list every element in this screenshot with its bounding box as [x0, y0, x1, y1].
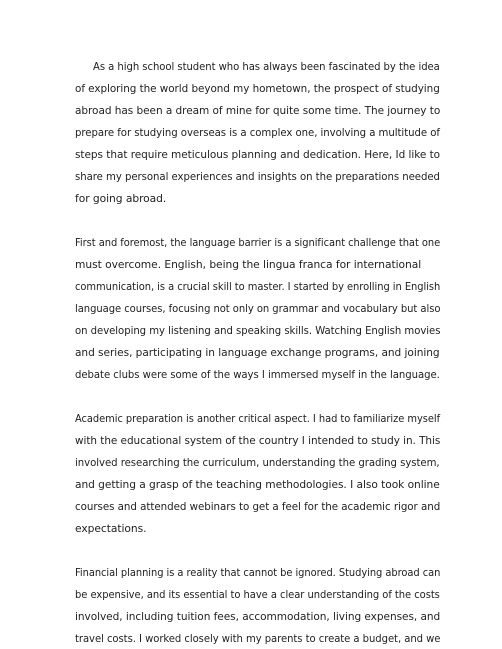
text-line: for going abroad.	[75, 192, 167, 205]
text-line: involved researching the curriculum, understanding the grading system,	[75, 456, 440, 469]
text-line: Academic preparation is another critical aspect. I had to familiarize myself	[75, 412, 441, 425]
text-line: and series, participating in language exchange programs, and joining	[75, 346, 440, 359]
text-line: communication, is a crucial skill to master. I started by enrolling in English	[75, 280, 441, 293]
text-line: on developing my listening and speaking skills. Watching English movies	[75, 324, 441, 337]
text-line: courses and attended webinars to get a feel for the academic rigor and	[75, 500, 441, 513]
text-line: First and foremost, the language barrier is a significant challenge that one	[75, 236, 441, 249]
text-line: travel costs. I worked closely with my parents to create a budget, and we	[75, 632, 441, 645]
text-line: expectations.	[75, 522, 147, 535]
text-line: language courses, focusing not only on grammar and vocabulary but also	[75, 302, 441, 315]
text-line: must overcome. English, being the lingua franca for international	[75, 258, 422, 271]
text-line: with the educational system of the country I intended to study in. This	[75, 434, 441, 447]
text-line: Financial planning is a reality that cannot be ignored. Studying abroad can	[75, 566, 441, 579]
text-line: steps that require meticulous planning and dedication. Here, Id like to	[75, 148, 441, 161]
text-line: As a high school student who has always been fascinated by the idea	[93, 60, 440, 73]
text-line: of exploring the world beyond my hometown, the prospect of studying	[75, 82, 440, 95]
text-line: be expensive, and its essential to have a clear understanding of the costs	[75, 588, 440, 601]
text-line: and getting a grasp of the teaching methodologies. I also took online	[75, 478, 440, 491]
text-line: debate clubs were some of the ways I immersed myself in the language.	[75, 368, 440, 381]
text-line: share my personal experiences and insights on the preparations needed	[75, 170, 440, 183]
text-line: involved, including tuition fees, accommodation, living expenses, and	[75, 610, 441, 623]
text-line: prepare for studying overseas is a complex one, involving a multitude of	[75, 126, 440, 139]
text-line: abroad has been a dream of mine for quite some time. The journey to	[75, 104, 441, 117]
